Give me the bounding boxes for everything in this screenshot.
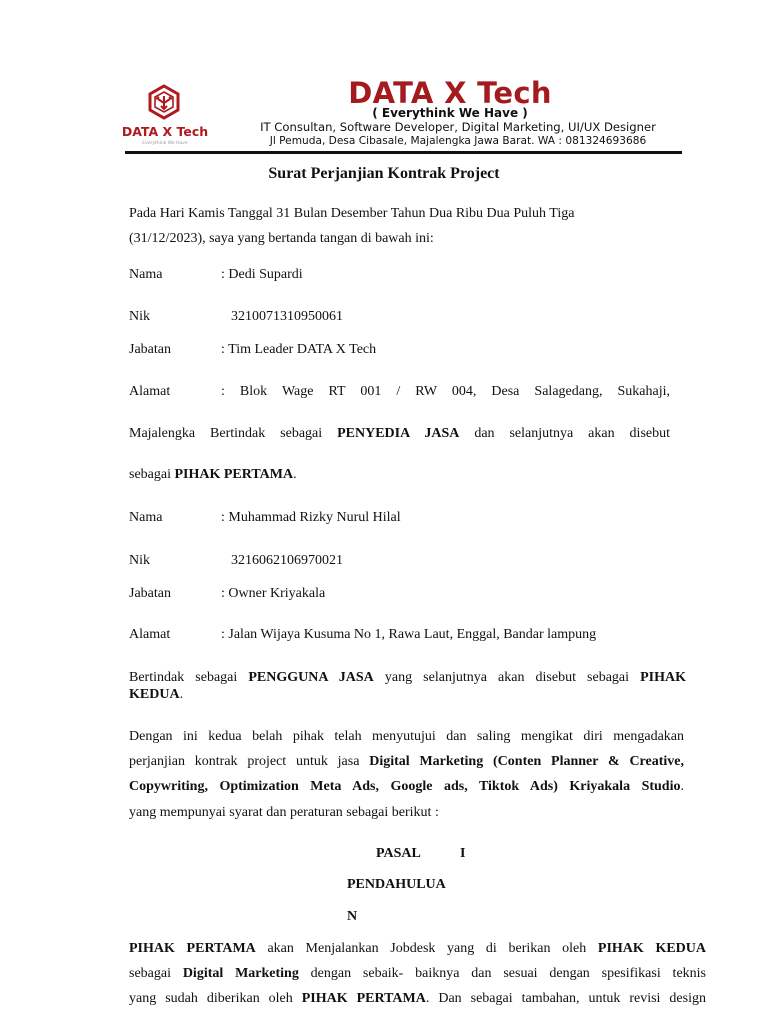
party1-jabatan-value: : Tim Leader DATA X Tech	[221, 342, 377, 357]
agreement-line-1: Dengan ini kedua belah pihak telah menyutujui dan saling mengikat diri mengadakan	[129, 729, 684, 744]
party2-role-line-2: KEDUA.	[129, 687, 184, 702]
party2-jabatan-label: Jabatan	[129, 586, 171, 601]
brand-address: Jl Pemuda, Desa Cibasale, Majalengka Jawa Barat. WA : 081324693686	[269, 135, 647, 147]
pasal1-body-line-2: sebagai Digital Marketing dengan sebaik- baiknya dan sesuai dengan spesifikasi teknis	[129, 966, 706, 981]
party1-nik-value: 3210071310950061	[231, 309, 343, 324]
party2-alamat-value: : Jalan Wijaya Kusuma No 1, Rawa Laut, Enggal, Bandar lampung	[221, 627, 597, 642]
party1-nama-label: Nama	[129, 267, 163, 282]
letterhead-divider	[125, 151, 682, 154]
agreement-line-4: yang mempunyai syarat dan peraturan sebagai berikut :	[129, 805, 439, 820]
company-logo	[115, 80, 215, 150]
pasal1-body-line-1: PIHAK PERTAMA akan Menjalankan Jobdesk yang di berikan oleh PIHAK KEDUA	[129, 941, 706, 956]
intro-line-2: (31/12/2023), saya yang bertanda tangan di bawah ini:	[129, 231, 434, 246]
brand-services: IT Consultan, Software Developer, Digital Marketing, UI/UX Designer	[260, 120, 656, 134]
party2-jabatan-value: : Owner Kriyakala	[221, 586, 326, 601]
party1-alamat-line-2: Majalengka Bertindak sebagai PENYEDIA JASA dan selanjutnya akan disebut	[129, 426, 670, 441]
pasal-heading-line-2: N	[347, 909, 358, 924]
party1-alamat-line-3: sebagai PIHAK PERTAMA.	[129, 467, 297, 482]
party1-jabatan-label: Jabatan	[129, 342, 171, 357]
party2-alamat-label: Alamat	[129, 627, 171, 642]
pasal1-body-line-3: yang sudah diberikan oleh PIHAK PERTAMA. Dan sebagai tambahan, untuk revisi design	[129, 991, 706, 1006]
agreement-line-3: Copywriting, Optimization Meta Ads, Google ads, Tiktok Ads) Kriyakala Studio.	[129, 779, 684, 794]
party2-nik-value: 3216062106970021	[231, 553, 343, 568]
party1-alamat-line-1: : Blok Wage RT 001 / RW 004, Desa Salagedang, Sukahaji,	[221, 384, 670, 399]
party2-nama-value: : Muhammad Rizky Nurul Hilal	[221, 510, 401, 525]
brand-slogan: ( Everythink We Have )	[372, 106, 528, 120]
letterhead	[115, 76, 682, 156]
party2-nama-label: Nama	[129, 510, 163, 525]
pasal-number: I	[460, 846, 466, 861]
party2-nik-label: Nik	[129, 553, 150, 568]
logo-company-name: DATA X Tech	[121, 124, 209, 139]
hexagon-arrows-logo-icon	[146, 84, 182, 120]
intro-line-1: Pada Hari Kamis Tanggal 31 Bulan Desember Tahun Dua Ribu Dua Puluh Tiga	[129, 206, 575, 221]
document-title: Surat Perjanjian Kontrak Project	[268, 165, 500, 182]
pasal-label: PASAL	[376, 846, 421, 861]
agreement-line-2: perjanjian kontrak project untuk jasa Digital Marketing (Conten Planner & Creative,	[129, 754, 684, 769]
logo-tagline: Everythink We Have	[142, 141, 188, 146]
pasal-heading-line-1: PENDAHULUA	[347, 877, 446, 892]
party1-nama-value: : Dedi Supardi	[221, 267, 303, 282]
party1-nik-label: Nik	[129, 309, 150, 324]
party2-role-line-1: Bertindak sebagai PENGGUNA JASA yang selanjutnya akan disebut sebagai PIHAK	[129, 670, 686, 685]
party1-alamat-label: Alamat	[129, 384, 171, 399]
brand-title: DATA X Tech	[348, 76, 552, 110]
